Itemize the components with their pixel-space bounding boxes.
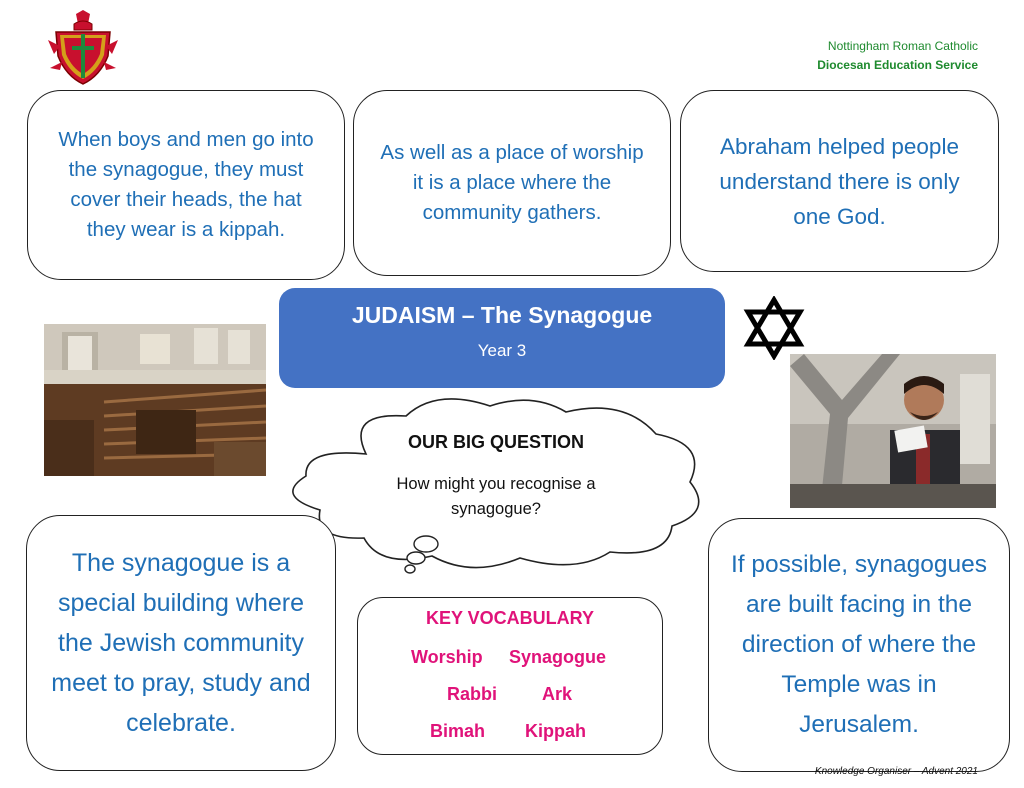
fact-card-direction-text: If possible, synagogues are built facing in the direction of where the Temple was in Jerusalem. [730,551,988,738]
vocab-word-kippah: Kippah [525,721,586,741]
fact-card-community [353,90,671,276]
fact-card-direction [708,518,1010,772]
fact-card-kippah-text: When boys and men go into the synagogue, they must cover their heads, the hat they wear is a kippah. [58,128,314,241]
year-label: Year 3 [477,341,527,360]
fact-card-kippah [27,90,345,280]
page-title: JUDAISM – The Synagogue [351,302,653,328]
fact-card-building-text: The synagogue is a special building where the Jewish community meet to pray, study and celebrate. [51,549,311,737]
star-of-david-icon [742,296,806,360]
diocese-crest-icon [40,10,126,88]
vocab-word-synagogue: Synagogue [509,647,607,667]
vocab-word-rabbi: Rabbi [447,684,498,704]
org-name-line1: Nottingham Roman Catholic [827,39,978,53]
vocab-heading: KEY VOCABULARY [425,608,595,628]
title-banner [279,288,725,388]
footer-note: Knowledge Organiser – Advent 2021 [814,766,978,777]
big-question-heading: OUR BIG QUESTION [407,432,584,452]
fact-card-abraham [680,90,999,272]
fact-card-abraham-text: Abraham helped people understand there is only one God. [719,133,960,229]
big-question-line1: How might you recognise a [396,475,596,493]
org-name-line2: Diocesan Education Service [817,58,978,72]
fact-card-community-text: As well as a place of worship it is a place where the community gathers. [380,141,644,224]
key-vocabulary-box [357,597,663,755]
vocab-word-ark: Ark [542,684,573,704]
vocab-word-worship: Worship [411,647,483,667]
synagogue-interior-photo [44,324,266,476]
vocab-word-bimah: Bimah [430,721,486,741]
fact-card-building [26,515,336,771]
rabbi-photo [790,354,996,508]
big-question-line2: synagogue? [451,500,541,518]
